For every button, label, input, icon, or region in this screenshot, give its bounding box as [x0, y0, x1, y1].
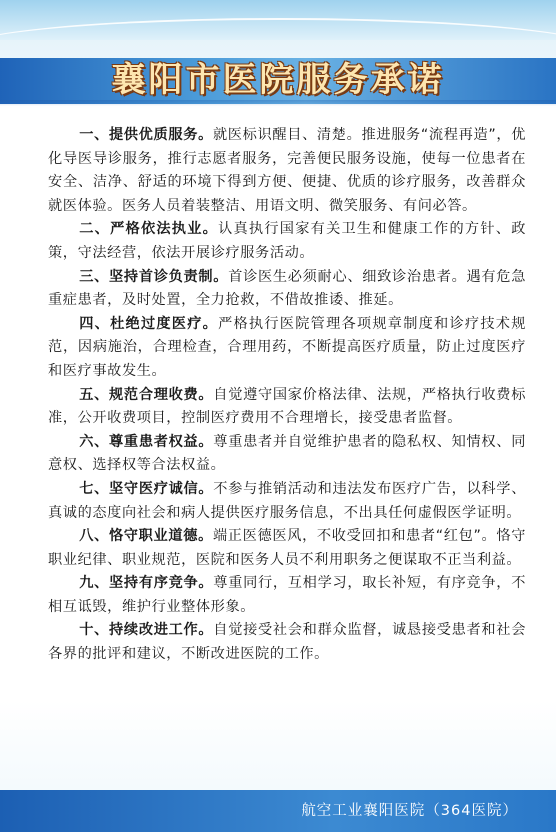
hospital-name: 航空工业襄阳医院（364医院）	[301, 803, 518, 819]
clause-body: 尊重同行，互相学习，取长补短，有序竞争，不相互诋毁，维护行业整体形象。	[48, 575, 526, 615]
clause-heading: 三、坚持首诊负责制。	[79, 268, 229, 285]
clause-1	[48, 124, 526, 218]
clause-heading: 九、坚持有序竞争。	[79, 575, 214, 592]
clause-heading: 五、规范合理收费。	[79, 386, 214, 403]
clause-6	[48, 431, 526, 478]
clause-heading: 二、严格依法执业。	[79, 221, 219, 238]
clause-9	[48, 572, 526, 619]
clause-heading: 六、尊重患者权益。	[79, 433, 214, 450]
clause-body: 自觉遵守国家价格法律、法规，严格执行收费标准，公开收费项目，控制医疗费用不合理增长，接受患者监督。	[48, 386, 526, 427]
clause-body: 不参与推销活动和违法发布医疗广告，以科学、真诚的态度向社会和病人提供医疗服务信息，不出具任何虚假医学证明。	[48, 480, 526, 521]
clause-2	[48, 218, 526, 265]
commitment-list	[48, 124, 526, 667]
clause-8	[48, 525, 526, 572]
clause-heading: 七、坚守医疗诚信。	[79, 480, 214, 497]
clause-body: 端正医德医风，不收受回扣和患者“红包”。恪守职业纪律、职业规范，医院和医务人员不利用职务之便谋取不正当利益。	[48, 528, 526, 568]
clause-heading: 八、恪守职业道德。	[79, 528, 213, 545]
clause-4	[48, 313, 526, 384]
poster-title: 襄阳市医院服务承诺	[111, 60, 445, 100]
clause-body: 认真执行国家有关卫生和健康工作的方针、政策，守法经营，依法开展诊疗服务活动。	[48, 221, 526, 261]
clause-body: 自觉接受社会和群众监督，诚恳接受患者和社会各界的批评和建议，不断改进医院的工作。	[48, 622, 526, 663]
clause-7	[48, 478, 526, 525]
clause-heading: 一、提供优质服务。	[79, 127, 213, 143]
clause-body: 就医标识醒目、清楚。推进服务“流程再造”，优化导医导诊服务，推行志愿者服务，完善便民服务设施，使每一位患者在安全、洁净、舒适的环境下得到方便、便捷、优质的诊疗服务，改善群众就医体验。医务人员着装整洁、用语文明、微笑服务、有问必答。	[48, 127, 526, 214]
clause-body: 尊重患者并自觉维护患者的隐私权、知情权、同意权、选择权等合法权益。	[48, 433, 526, 474]
clause-3	[48, 266, 526, 313]
clause-10	[48, 619, 526, 666]
clause-body: 严格执行医院管理各项规章制度和诊疗技术规范，因病施治，合理检查，合理用药，不断提高医疗质量，防止过度医疗和医疗事故发生。	[48, 315, 526, 379]
clause-heading: 四、杜绝过度医疗。	[79, 315, 219, 332]
clause-5	[48, 384, 526, 431]
clause-heading: 十、持续改进工作。	[79, 622, 214, 639]
clause-body: 首诊医生必须耐心、细致诊治患者。遇有危急重症患者，及时处置，全力抢救，不借故推诿、推延。	[48, 268, 526, 309]
